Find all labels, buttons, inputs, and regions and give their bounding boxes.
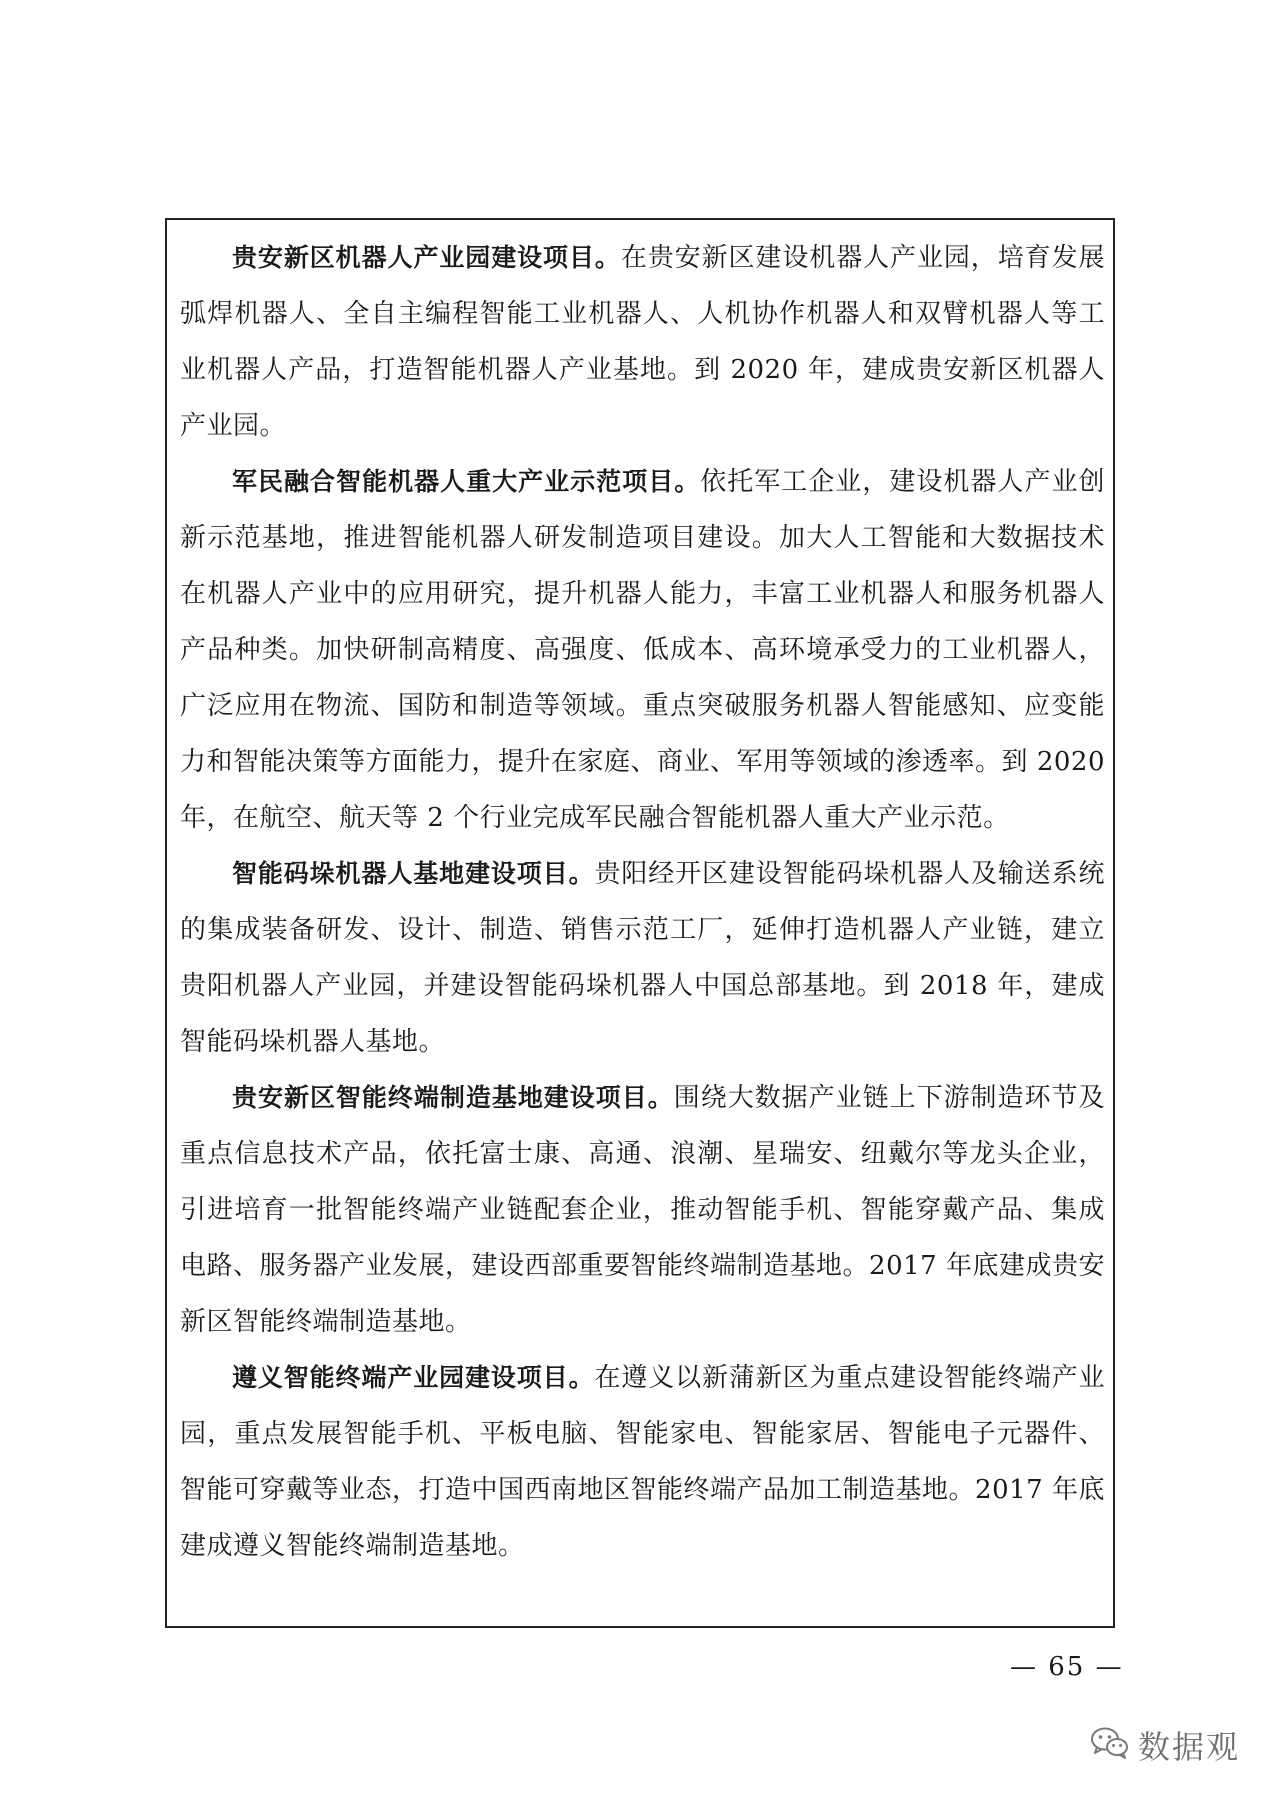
paragraph-body: 在遵义以新蒲新区为重点建设智能终端产业园，重点发展智能手机、平板电脑、智能家电、智能家居、智能电子元器件、智能可穿戴等业态，打造中国西南地区智能终端产品加工制造基地。2017 年底建成遵义智能终端制造基地。 (180, 1363, 1105, 1561)
watermark (1090, 1722, 1240, 1768)
paragraph-title: 军民融合智能机器人重大产业示范项目。 (232, 467, 701, 496)
paragraph-zunyi-terminal-park (180, 1350, 1105, 1574)
paragraph-guian-robot-park (180, 230, 1105, 454)
wechat-icon (1090, 1726, 1130, 1764)
watermark-text: 数据观 (1138, 1728, 1241, 1766)
paragraph-body: 贵阳经开区建设智能码垛机器人及输送系统的集成装备研发、设计、制造、销售示范工厂，延伸打造机器人产业链，建立贵阳机器人产业园，并建设智能码垛机器人中国总部基地。到 2018 年，建成智能码垛机器人基地。 (180, 859, 1105, 1057)
page-number: — 65 — (1010, 1652, 1124, 1682)
paragraph-guian-terminal-base (180, 1070, 1105, 1350)
paragraph-body: 依托军工企业，建设机器人产业创新示范基地，推进智能机器人研发制造项目建设。加大人工智能和大数据技术在机器人产业中的应用研究，提升机器人能力，丰富工业机器人和服务机器人产品种类。加快研制高精度、高强度、低成本、高环境承受力的工业机器人，广泛应用在物流、国防和制造等领域。重点突破服务机器人智能感知、应变能力和智能决策等方面能力，提升在家庭、商业、军用等领域的渗透率。到 2020 年，在航空、航天等 2 个行业完成军民融合智能机器人重大产业示范。 (180, 467, 1105, 833)
paragraph-title: 贵安新区机器人产业园建设项目。 (232, 243, 621, 272)
document-content (180, 230, 1105, 1574)
paragraph-title: 智能码垛机器人基地建设项目。 (232, 859, 595, 888)
paragraph-body: 在贵安新区建设机器人产业园，培育发展弧焊机器人、全自主编程智能工业机器人、人机协作机器人和双臂机器人等工业机器人产品，打造智能机器人产业基地。到 2020 年，建成贵安新区机器人产业园。 (180, 243, 1105, 441)
paragraph-title: 遵义智能终端产业园建设项目。 (232, 1363, 595, 1392)
paragraph-body: 围绕大数据产业链上下游制造环节及重点信息技术产品，依托富士康、高通、浪潮、星瑞安、纽戴尔等龙头企业，引进培育一批智能终端产业链配套企业，推动智能手机、智能穿戴产品、集成电路、服务器产业发展，建设西部重要智能终端制造基地。2017 年底建成贵安新区智能终端制造基地。 (180, 1083, 1105, 1337)
paragraph-title: 贵安新区智能终端制造基地建设项目。 (232, 1083, 674, 1112)
paragraph-military-civil-robot (180, 454, 1105, 846)
paragraph-palletizing-robot-base (180, 846, 1105, 1070)
